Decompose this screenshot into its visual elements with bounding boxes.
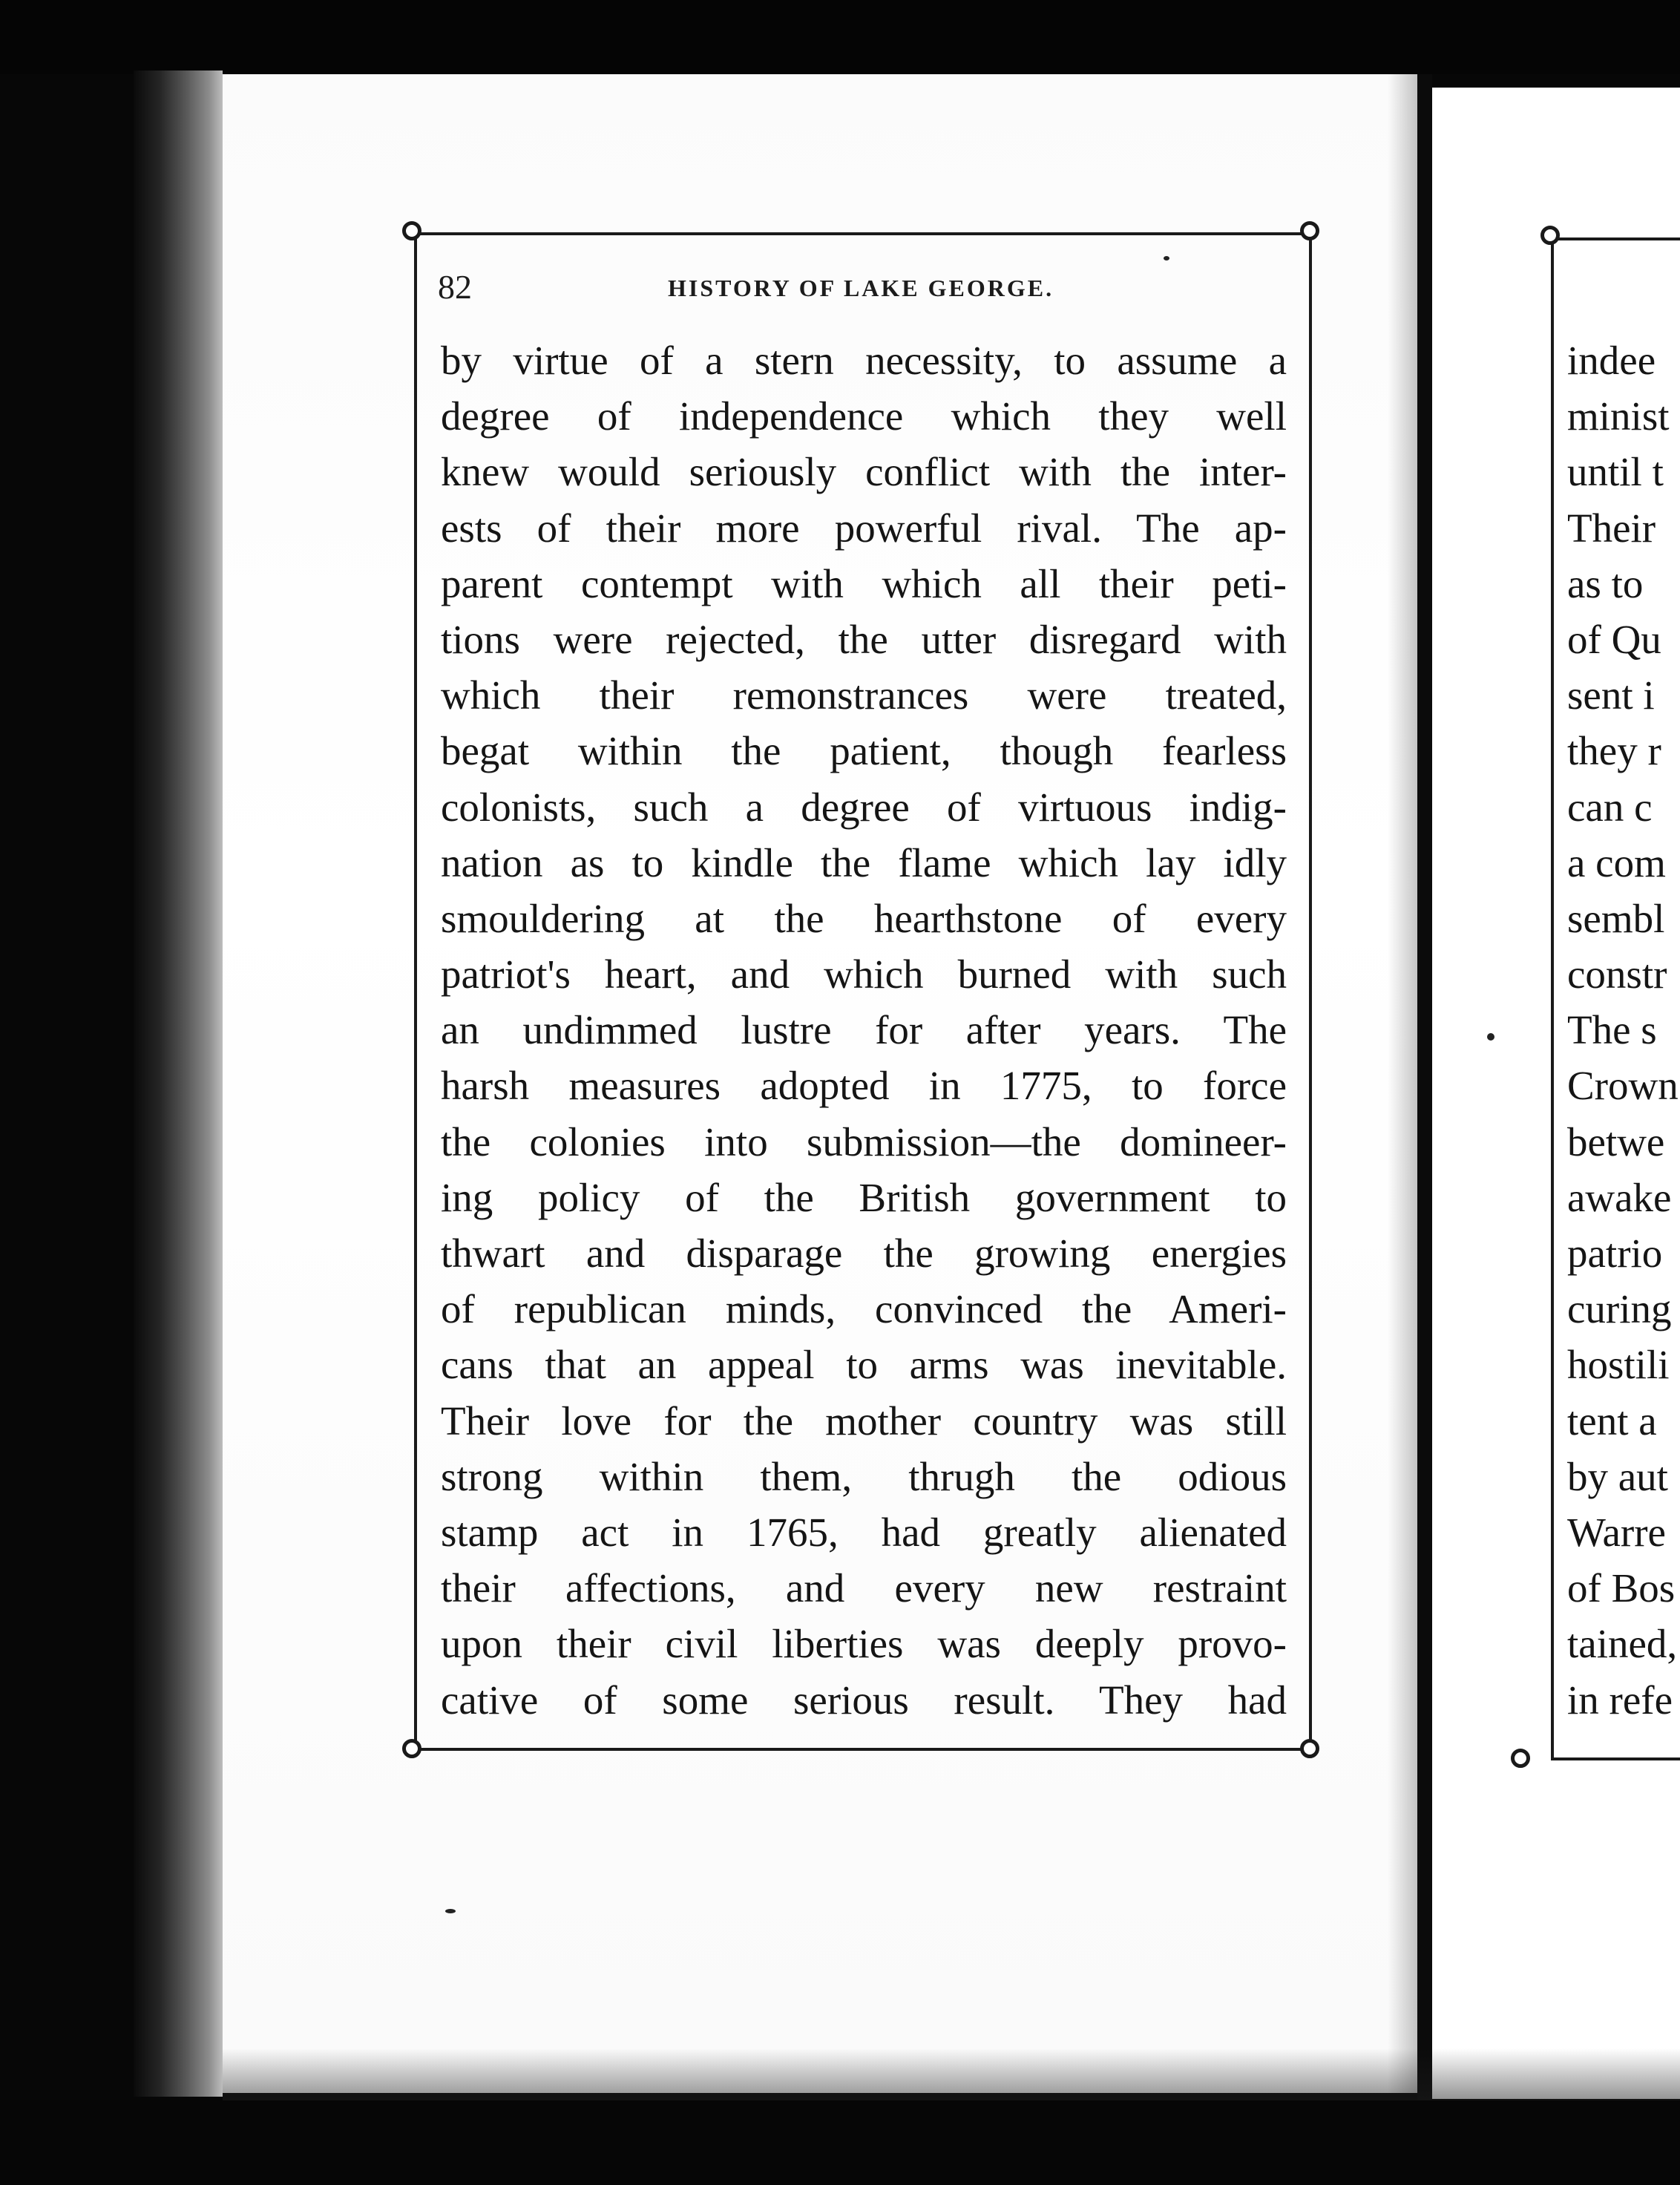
page-bottom-shadow [223,2048,1680,2108]
text-line: The s [1567,1007,1657,1053]
text-line: an undimmed lustre for after years. The [441,1007,1287,1053]
text-line: Crown [1567,1063,1679,1109]
text-line: the colonies into submission—the domineer- [441,1118,1287,1164]
text-line: of Bos [1567,1565,1676,1611]
text-line: by aut [1567,1453,1668,1499]
text-line: stamp act in 1765, had greatly alienated [441,1509,1287,1555]
page-curl-shadow [1388,74,1417,2093]
text-line: their affections, and every new restraint [441,1565,1287,1611]
text-line: ing policy of the British government to [441,1174,1287,1220]
frame-corner-ornament [1511,1749,1530,1768]
text-line: Their [1567,505,1656,551]
text-line: they r [1567,728,1661,774]
text-line: Warre [1567,1509,1666,1555]
text-line: harsh measures adopted in 1775, to force [441,1063,1287,1109]
frame-corner-ornament [1540,226,1560,245]
scan-speck [445,1909,456,1913]
book-gutter [1417,74,1432,2108]
text-line: which their remonstrances were treated, [441,672,1287,718]
text-line: cative of some serious result. They had [441,1677,1287,1723]
text-line: nation as to kindle the flame which lay idly [441,839,1287,885]
text-line: tained, [1567,1621,1678,1667]
text-line: until t [1567,449,1664,495]
text-line: as to [1567,560,1644,606]
scan-speck [1487,1033,1494,1041]
text-line: a com [1567,839,1666,885]
text-line: strong within them, thrugh the odious [441,1453,1287,1499]
text-line: smouldering at the hearthstone of every [441,895,1287,941]
text-line: tent a [1567,1398,1657,1444]
text-line: patrio [1567,1231,1663,1276]
text-line: in refe [1567,1677,1673,1723]
page-number: 82 [438,268,472,306]
page-header [438,267,1291,312]
text-line: upon their civil liberties was deeply provo- [441,1621,1287,1667]
text-line: of Qu [1567,616,1661,662]
text-line: parent contempt with which all their peti- [441,560,1287,606]
scan-speck [1164,256,1169,261]
page-body-text [441,332,1287,1728]
text-line: degree of independence which they well [441,393,1287,439]
text-line: can c [1567,784,1653,830]
text-line: betwe [1567,1118,1665,1164]
text-line: by virtue of a stern necessity, to assume a [441,338,1287,383]
text-line: cans that an appeal to arms was inevitable. [441,1342,1287,1388]
text-line: minist [1567,393,1670,439]
text-line: Their love for the mother country was still [441,1398,1287,1444]
text-line: patriot's heart, and which burned with such [441,951,1287,998]
text-line: knew would seriously conflict with the inter- [441,449,1287,495]
text-line: sembl [1567,895,1665,941]
right-page-body-text [1567,332,1680,1728]
text-line: curing [1567,1286,1672,1332]
frame-corner-ornament [1300,1739,1319,1758]
text-line: indee [1567,338,1656,383]
book-binding [134,71,223,2097]
scan-border-bottom [0,2100,1680,2185]
frame-corner-ornament [1300,221,1319,240]
frame-corner-ornament [402,1739,421,1758]
text-line: awake [1567,1174,1672,1220]
text-line: of republican minds, convinced the Ameri- [441,1286,1287,1332]
scan-border-top [0,0,1680,74]
text-line: constr [1567,951,1667,998]
text-line: colonists, such a degree of virtuous indig- [441,784,1287,830]
text-line: sent i [1567,672,1655,718]
frame-corner-ornament [402,221,421,240]
running-head: HISTORY OF LAKE GEORGE. [668,275,1054,301]
text-line: begat within the patient, though fearless [441,728,1287,774]
text-line: tions were rejected, the utter disregard with [441,616,1287,662]
text-line: thwart and disparage the growing energies [441,1231,1287,1276]
text-line: ests of their more powerful rival. The ap- [441,505,1287,551]
text-line: hostili [1567,1342,1670,1388]
